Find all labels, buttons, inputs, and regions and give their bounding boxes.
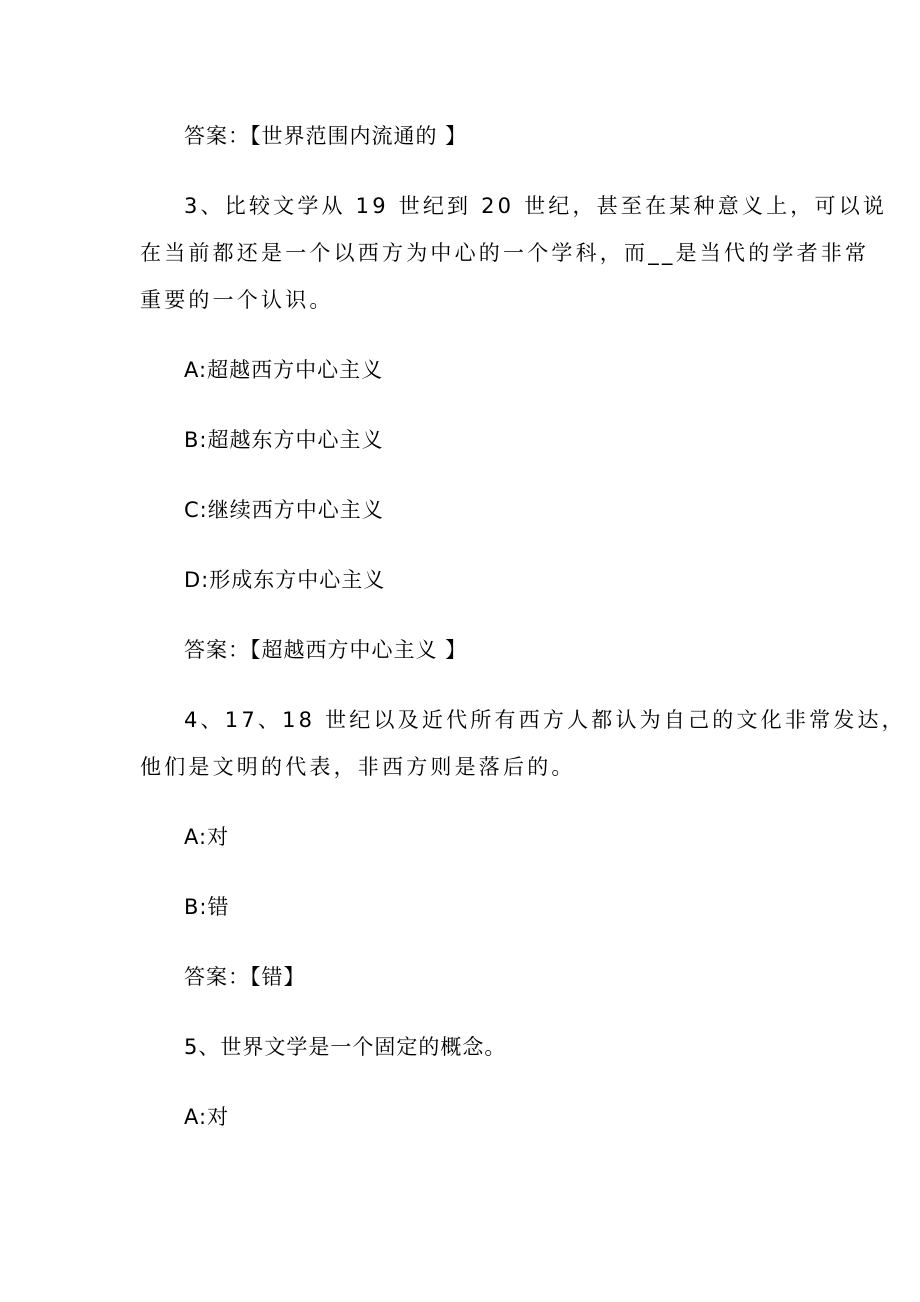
question-5-option-a: A:对 (184, 1105, 230, 1129)
question-3-option-a: A:超越西方中心主义 (184, 358, 384, 382)
question-3-option-d: D:形成东方中心主义 (184, 568, 386, 592)
question-4-option-a: A:对 (184, 825, 230, 849)
question-5: 5、世界文学是一个固定的概念。 (184, 1035, 507, 1059)
question-3-option-c: C:继续西方中心主义 (184, 498, 384, 522)
question-3-option-b: B:超越东方中心主义 (184, 428, 384, 452)
question-3-line-2: 在当前都还是一个以西方为中心的一个学科，而__是当代的学者非常 (140, 241, 870, 265)
question-3-line-3: 重要的一个认识。 (140, 288, 334, 312)
question-4-line-2: 他们是文明的代表，非西方则是落后的。 (140, 755, 576, 779)
answer-3: 答案：【超越西方中心主义 】 (184, 638, 468, 662)
question-4-line-1: 4、17、18 世纪以及近代所有西方人都认为自己的文化非常发达， (184, 708, 906, 732)
question-3-line-1: 3、比较文学从 19 世纪到 20 世纪，甚至在某种意义上，可以说 (184, 194, 888, 218)
answer-4: 答案：【错】 (184, 965, 306, 989)
answer-2: 答案：【世界范围内流通的 】 (184, 124, 468, 148)
question-4-option-b: B:错 (184, 895, 230, 919)
